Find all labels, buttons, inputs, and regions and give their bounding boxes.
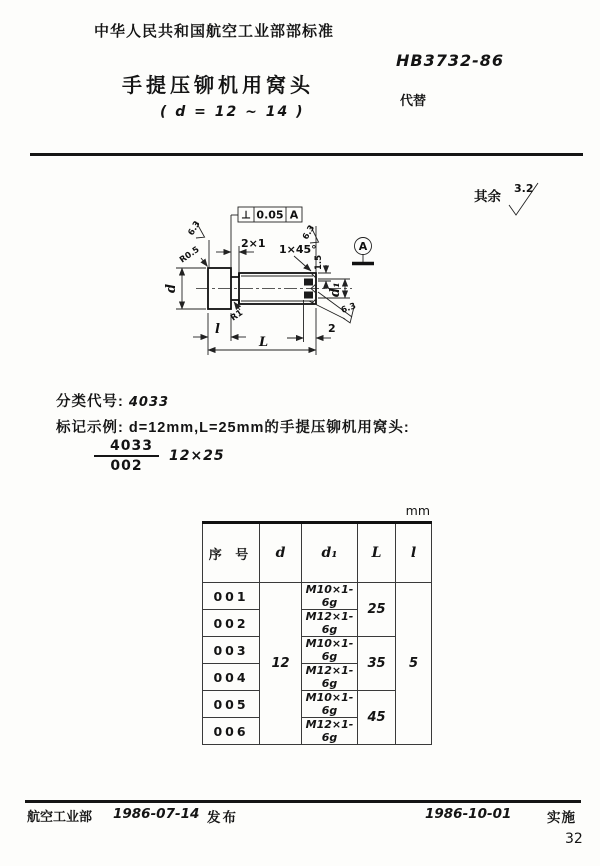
r05-label: R0.5 [177, 244, 202, 266]
header-divider [30, 153, 583, 157]
cell-L-35: 35 [358, 637, 396, 691]
marking-example-line [56, 416, 410, 437]
col-header-no: 序 号 [203, 523, 260, 583]
r05-leader [201, 258, 208, 267]
cell-no: 004 [203, 664, 260, 691]
document-title: 手提压铆机用窝头 [122, 75, 314, 97]
marking-code-fraction [94, 438, 159, 474]
footer-implement-label: 实施 [547, 810, 576, 825]
table-unit-label: mm [405, 503, 430, 518]
L-dim-label: L [259, 335, 269, 350]
tolerance-datum: A [289, 208, 299, 222]
document-subtitle: ( d = 12 ~ 14 ) [160, 104, 305, 120]
marking-example-description: d=12mm,L=25mm的手提压铆机用窝头: [128, 420, 410, 436]
cell-d1: M10×1-6g [302, 583, 358, 610]
cell-no: 001 [203, 583, 260, 610]
replaces-label: 代替 [400, 93, 427, 108]
datum-label: A [358, 240, 368, 253]
perpendicularity-icon: ⊥ [240, 208, 252, 222]
cell-no: 005 [203, 691, 260, 718]
standard-org-line: 中华人民共和国航空工业部部标准 [94, 23, 335, 40]
marking-example-label: 标记示例: [56, 420, 124, 436]
recess-roughness-value: 6.3 [339, 301, 358, 316]
col-header-d1: d₁ [302, 523, 358, 583]
cell-L-25: 25 [358, 583, 396, 637]
recess-section-top [304, 279, 313, 286]
spec-table [202, 521, 432, 745]
head-roughness-value: 6.3 [186, 219, 203, 238]
footer-implement-date: 1986-10-01 [425, 806, 512, 822]
cell-d1: M12×1-6g [302, 718, 358, 745]
wall-extension-lines [318, 273, 331, 281]
d-dim-label: d [164, 283, 179, 293]
footer-release-date: 1986-07-14 [113, 806, 200, 822]
d1-dim-label: d₁ [328, 282, 343, 297]
r1-label: R1 [228, 308, 245, 324]
depth-dim-label: 2 [328, 322, 336, 335]
endface-roughness-value: 6.3 [300, 223, 318, 242]
cell-no: 006 [203, 718, 260, 745]
table-header-row [203, 523, 432, 583]
tolerance-value: 0.05 [256, 208, 284, 222]
groove-dim-label: 2×1 [241, 237, 266, 250]
chamfer-label: 1×45° [279, 243, 317, 256]
footer-divider [25, 800, 581, 803]
cell-d1: M10×1-6g [302, 691, 358, 718]
cell-d1: M10×1-6g [302, 637, 358, 664]
l-dim-label: l [215, 322, 220, 337]
head-roughness-mark [186, 219, 209, 241]
classification-line [56, 390, 169, 411]
cell-l-merged: 5 [396, 583, 432, 745]
cell-d-merged: 12 [260, 583, 302, 745]
cell-d1: M12×1-6g [302, 610, 358, 637]
marking-code [94, 438, 225, 474]
surface-note-value: 3.2 [514, 182, 534, 195]
footer-org: 航空工业部 [27, 809, 93, 824]
cell-L-45: 45 [358, 691, 396, 745]
surface-note-prefix: 其余 [474, 189, 501, 204]
technical-drawing [0, 170, 600, 385]
wall-dim-label: 1.5 [314, 254, 324, 270]
spec-table-block [202, 503, 432, 745]
cell-d1: M12×1-6g [302, 664, 358, 691]
classification-label: 分类代号: [56, 394, 124, 410]
recess-section-bottom [304, 292, 313, 299]
r05-label-group [178, 245, 202, 266]
col-header-L: L [358, 523, 396, 583]
col-header-l: l [396, 523, 432, 583]
page-number: 32 [565, 831, 583, 847]
table-row [203, 583, 432, 610]
col-header-d: d [260, 523, 302, 583]
groove-extension-lines [231, 215, 239, 273]
marking-code-size: 12×25 [168, 448, 225, 464]
chamfer-leader [294, 256, 311, 271]
cell-no: 003 [203, 637, 260, 664]
standard-number: HB3732-86 [396, 51, 505, 70]
marking-code-denominator: 002 [110, 458, 143, 474]
marking-code-numerator: 4033 [94, 438, 159, 457]
cell-no: 002 [203, 610, 260, 637]
classification-value: 4033 [128, 395, 170, 410]
footer-release-label: 发布 [207, 810, 238, 825]
recess-roughness-mark [339, 301, 361, 324]
